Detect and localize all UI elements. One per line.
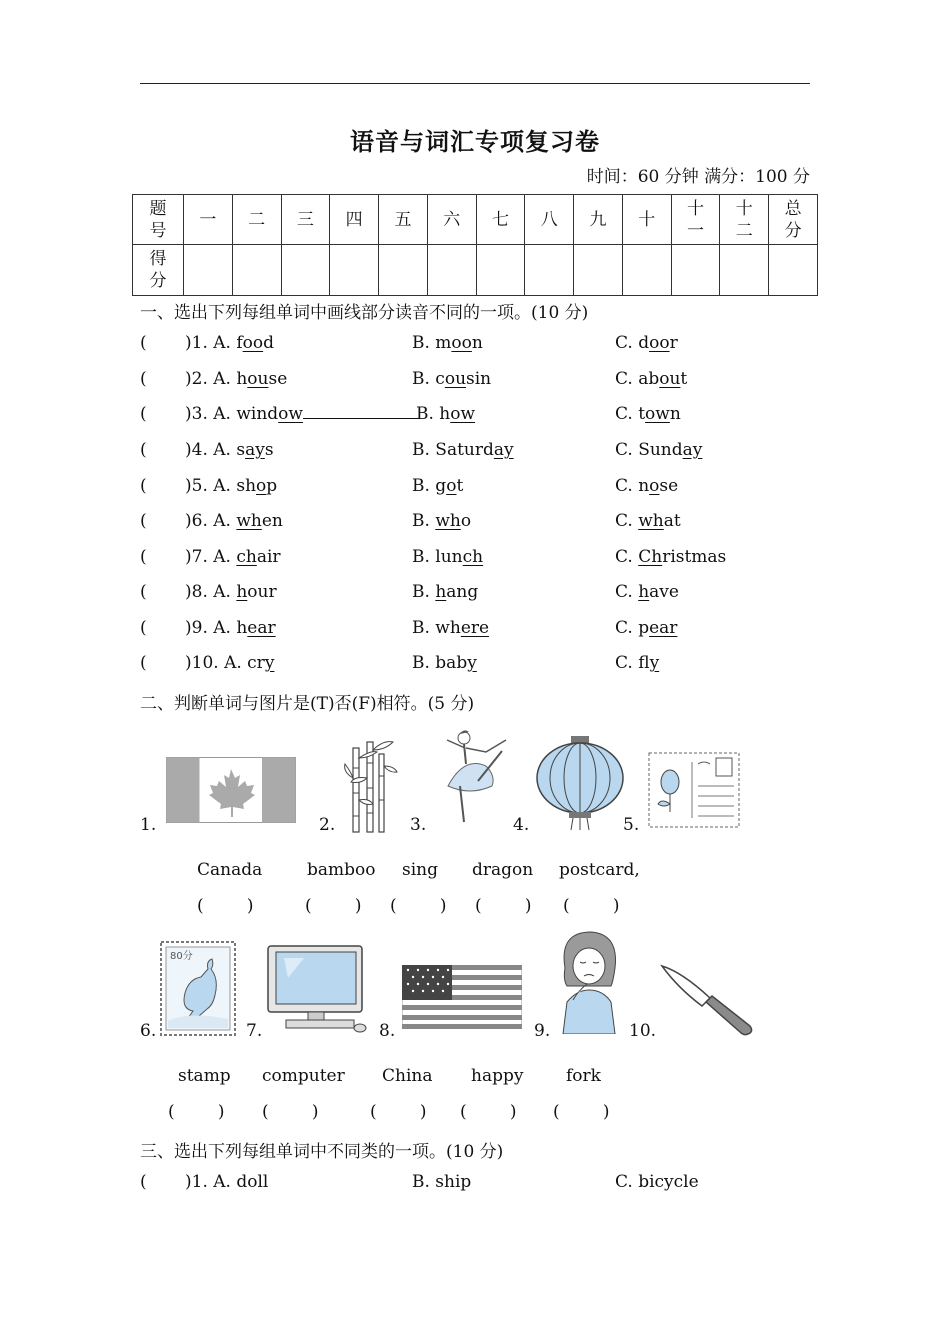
option-a	[185, 618, 276, 638]
underlined-letters: ou	[247, 369, 269, 389]
word-part: B. Saturd	[412, 440, 494, 460]
word-part: B. h	[416, 404, 451, 424]
word-label: stamp	[178, 1066, 231, 1086]
question-row	[140, 476, 820, 500]
word-label: dragon	[472, 860, 534, 880]
bamboo-image	[343, 738, 398, 833]
option-a	[185, 369, 287, 389]
question-number: )9. A.	[185, 618, 237, 638]
option-c	[615, 511, 681, 531]
stamp-value: 80分	[170, 951, 193, 962]
underlined-letters: ear	[247, 618, 276, 638]
question-col: 七	[476, 195, 525, 245]
word-part: cr	[247, 653, 265, 673]
question-row	[140, 653, 820, 677]
underlined-letters: wh	[236, 511, 262, 531]
question-row	[140, 582, 820, 606]
score-cell[interactable]	[427, 245, 476, 296]
score-cell[interactable]	[574, 245, 623, 296]
underlined-letters: oo	[451, 333, 472, 353]
score-cell[interactable]	[379, 245, 428, 296]
score-row-head: 得分	[133, 245, 184, 296]
underlined-letters: ou	[659, 369, 681, 389]
header-cell: 题号	[133, 195, 184, 245]
underlined-letters: h	[236, 582, 248, 602]
answer-bracket[interactable]: ( )	[305, 896, 362, 916]
word-part: n	[471, 333, 483, 353]
answer-bracket[interactable]: ( )	[563, 896, 620, 916]
option-c	[615, 476, 678, 496]
word-part: C. n	[615, 476, 650, 496]
question-number: )7. A.	[185, 547, 237, 567]
word-part: o	[460, 511, 472, 531]
usa-flag-image	[402, 965, 522, 1029]
word-part: C. d	[615, 333, 650, 353]
word-part: B. g	[412, 476, 447, 496]
question-col: 五	[379, 195, 428, 245]
answer-bracket-open[interactable]: (	[140, 369, 147, 389]
question-col: 一	[184, 195, 233, 245]
underlined-letters: ere	[460, 618, 490, 638]
word-part: f	[236, 333, 243, 353]
word-part: B. c	[412, 369, 445, 389]
picture-number: 5.	[623, 815, 640, 835]
option-c	[615, 404, 681, 424]
question-col: 八	[525, 195, 574, 245]
computer-image	[264, 944, 368, 1034]
word-part: n	[669, 404, 681, 424]
underlined-letters: o	[256, 476, 267, 496]
answer-bracket-open[interactable]: (	[140, 547, 147, 567]
question-row	[140, 369, 820, 393]
question-row	[140, 333, 820, 357]
word-part: en	[261, 511, 283, 531]
option-b	[412, 653, 477, 673]
word-part: C. Sund	[615, 440, 683, 460]
total-col: 总分	[769, 195, 818, 245]
option-a	[185, 547, 281, 567]
exam-info: 时间：60 分钟 满分：100 分	[586, 167, 810, 187]
option-b	[412, 547, 483, 567]
word-label: fork	[566, 1066, 601, 1086]
score-cell[interactable]	[525, 245, 574, 296]
answer-bracket-open[interactable]: (	[140, 440, 147, 460]
word-part: p	[266, 476, 278, 496]
score-cell[interactable]	[476, 245, 525, 296]
answer-bracket-open[interactable]: (	[140, 333, 147, 353]
underlined-letters: h	[435, 582, 447, 602]
word-label: sing	[402, 860, 438, 880]
word-part: B. wh	[412, 618, 461, 638]
option-b: B. ship	[412, 1172, 472, 1192]
question-col: 十	[622, 195, 671, 245]
word-part: se	[659, 476, 679, 496]
question-row	[140, 547, 820, 571]
word-label: Canada	[197, 860, 263, 880]
option-a	[185, 582, 277, 602]
ballerina-image	[430, 726, 514, 828]
question-col: 二	[232, 195, 281, 245]
answer-line	[303, 404, 419, 419]
word-part: B. lun	[412, 547, 463, 567]
picture-number: 9.	[534, 1021, 551, 1041]
option-a	[185, 333, 274, 353]
picture-number: 7.	[246, 1021, 263, 1041]
score-cell[interactable]	[671, 245, 720, 296]
word-part: s	[264, 440, 274, 460]
question-number: )3. A.	[185, 404, 237, 424]
question-number: )4. A.	[185, 440, 237, 460]
option-a: )1. A. doll	[185, 1172, 269, 1192]
answer-bracket[interactable]: ( )	[262, 1102, 319, 1122]
word-part: C.	[615, 547, 639, 567]
picture-number: 10.	[629, 1021, 657, 1041]
section1-heading: 一、选出下列每组单词中画线部分读音不同的一项。(10 分)	[140, 303, 589, 323]
word-part: B.	[412, 582, 436, 602]
score-cell[interactable]	[769, 245, 818, 296]
question-row	[140, 1172, 820, 1196]
score-cell[interactable]	[184, 245, 233, 296]
underlined-letters: ear	[649, 618, 678, 638]
question-number: )10. A.	[185, 653, 248, 673]
picture-number: 8.	[379, 1021, 396, 1041]
option-a	[185, 404, 419, 424]
score-cell[interactable]	[720, 245, 769, 296]
word-label: China	[382, 1066, 433, 1086]
word-part: B.	[412, 511, 436, 531]
word-part: ang	[446, 582, 479, 602]
answer-bracket-open[interactable]: (	[140, 1172, 147, 1192]
underlined-letters: ow	[278, 404, 303, 424]
option-b	[412, 369, 491, 389]
underlined-letters: wh	[435, 511, 461, 531]
underlined-letters: h	[638, 582, 650, 602]
option-b	[416, 404, 475, 424]
underlined-letters: Ch	[638, 547, 663, 567]
question-row	[140, 440, 820, 464]
question-number: )8. A.	[185, 582, 237, 602]
word-part: C. ab	[615, 369, 660, 389]
answer-bracket-open[interactable]: (	[140, 653, 147, 673]
underlined-letters: ch	[236, 547, 257, 567]
section2-heading: 二、判断单词与图片是(T)否(F)相符。(5 分)	[140, 694, 475, 714]
option-c	[615, 618, 677, 638]
underlined-letters: ay	[245, 440, 265, 460]
option-b	[412, 582, 478, 602]
word-part: our	[247, 582, 277, 602]
option-c	[615, 582, 679, 602]
picture-number: 1.	[140, 815, 157, 835]
word-part: ristmas	[662, 547, 727, 567]
underlined-letters: wh	[638, 511, 664, 531]
question-col: 十二	[720, 195, 769, 245]
word-part: wind	[236, 404, 279, 424]
page-title: 语音与词汇专项复习卷	[350, 127, 600, 156]
answer-bracket-open[interactable]: (	[140, 582, 147, 602]
word-part: h	[236, 618, 248, 638]
underlined-letters: oo	[649, 333, 670, 353]
score-cell[interactable]	[281, 245, 330, 296]
underlined-letters: y	[467, 653, 477, 673]
lantern-image	[535, 736, 625, 832]
answer-bracket[interactable]: ( )	[390, 896, 447, 916]
word-part: d	[263, 333, 275, 353]
underlined-letters: ay	[682, 440, 703, 460]
option-a	[185, 476, 277, 496]
sad-girl-image	[553, 928, 623, 1034]
word-label: happy	[471, 1066, 524, 1086]
knife-image	[660, 962, 754, 1036]
option-b	[412, 511, 471, 531]
option-c	[615, 440, 702, 460]
header-rule	[140, 83, 810, 84]
question-row	[140, 404, 820, 428]
score-table	[132, 194, 818, 296]
question-number: )6. A.	[185, 511, 237, 531]
option-c: C. bicycle	[615, 1172, 699, 1192]
word-part: sin	[466, 369, 492, 389]
underlined-letters: o	[649, 476, 660, 496]
underlined-letters: ay	[493, 440, 514, 460]
question-col: 九	[574, 195, 623, 245]
word-label: postcard,	[559, 860, 640, 880]
underlined-letters: y	[649, 653, 660, 673]
picture-number: 3.	[410, 815, 427, 835]
option-a	[185, 653, 274, 673]
word-part: ave	[649, 582, 679, 602]
answer-bracket[interactable]: ( )	[460, 1102, 517, 1122]
underlined-letters: ow	[450, 404, 476, 424]
underlined-letters: y	[264, 653, 275, 673]
question-number: )2. A.	[185, 369, 237, 389]
option-b	[412, 476, 463, 496]
section3-heading: 三、选出下列每组单词中不同类的一项。(10 分)	[140, 1142, 504, 1162]
word-part: h	[236, 369, 248, 389]
answer-bracket[interactable]: ( )	[370, 1102, 427, 1122]
score-cell[interactable]	[232, 245, 281, 296]
picture-number: 2.	[319, 815, 336, 835]
option-c	[615, 547, 726, 567]
answer-bracket-open[interactable]: (	[140, 618, 147, 638]
word-part: B. m	[412, 333, 452, 353]
answer-bracket-open[interactable]: (	[140, 404, 147, 424]
option-b	[412, 618, 489, 638]
word-part: sh	[236, 476, 257, 496]
answer-bracket-open[interactable]: (	[140, 511, 147, 531]
question-col: 六	[427, 195, 476, 245]
picture-number: 4.	[513, 815, 530, 835]
answer-bracket[interactable]: ( )	[553, 1102, 610, 1122]
question-col: 四	[330, 195, 379, 245]
question-col: 三	[281, 195, 330, 245]
answer-bracket-open[interactable]: (	[140, 476, 147, 496]
question-row	[140, 618, 820, 642]
answer-bracket[interactable]: ( )	[197, 896, 254, 916]
word-part: r	[669, 333, 678, 353]
question-number: )1. A.	[185, 333, 237, 353]
word-part: t	[680, 369, 688, 389]
canada-flag-image	[166, 757, 296, 823]
word-label: bamboo	[307, 860, 376, 880]
option-c	[615, 369, 687, 389]
word-part: C. t	[615, 404, 646, 424]
underlined-letters: ow	[645, 404, 670, 424]
word-part: C.	[615, 511, 639, 531]
question-number: )5. A.	[185, 476, 237, 496]
postcard-image	[648, 752, 740, 828]
underlined-letters: o	[446, 476, 457, 496]
word-part: at	[663, 511, 681, 531]
option-b	[412, 333, 483, 353]
option-c	[615, 333, 678, 353]
option-c	[615, 653, 659, 673]
option-a	[185, 511, 283, 531]
word-part: C. fl	[615, 653, 650, 673]
question-col: 十一	[671, 195, 720, 245]
score-cell[interactable]	[330, 245, 379, 296]
word-part: C. p	[615, 618, 650, 638]
word-part: C.	[615, 582, 639, 602]
word-label: computer	[262, 1066, 345, 1086]
underlined-letters: oo	[242, 333, 264, 353]
option-a	[185, 440, 274, 460]
picture-number: 6.	[140, 1021, 157, 1041]
word-part: t	[456, 476, 464, 496]
kangaroo-stamp-image	[160, 941, 236, 1036]
score-cell[interactable]	[622, 245, 671, 296]
answer-bracket[interactable]: ( )	[475, 896, 532, 916]
underlined-letters: ou	[444, 369, 467, 389]
word-part: se	[268, 369, 288, 389]
option-b	[412, 440, 514, 460]
word-part: B. bab	[412, 653, 468, 673]
answer-bracket[interactable]: ( )	[168, 1102, 225, 1122]
word-part: air	[256, 547, 281, 567]
question-row	[140, 511, 820, 535]
underlined-letters: ch	[462, 547, 484, 567]
word-part: s	[236, 440, 246, 460]
